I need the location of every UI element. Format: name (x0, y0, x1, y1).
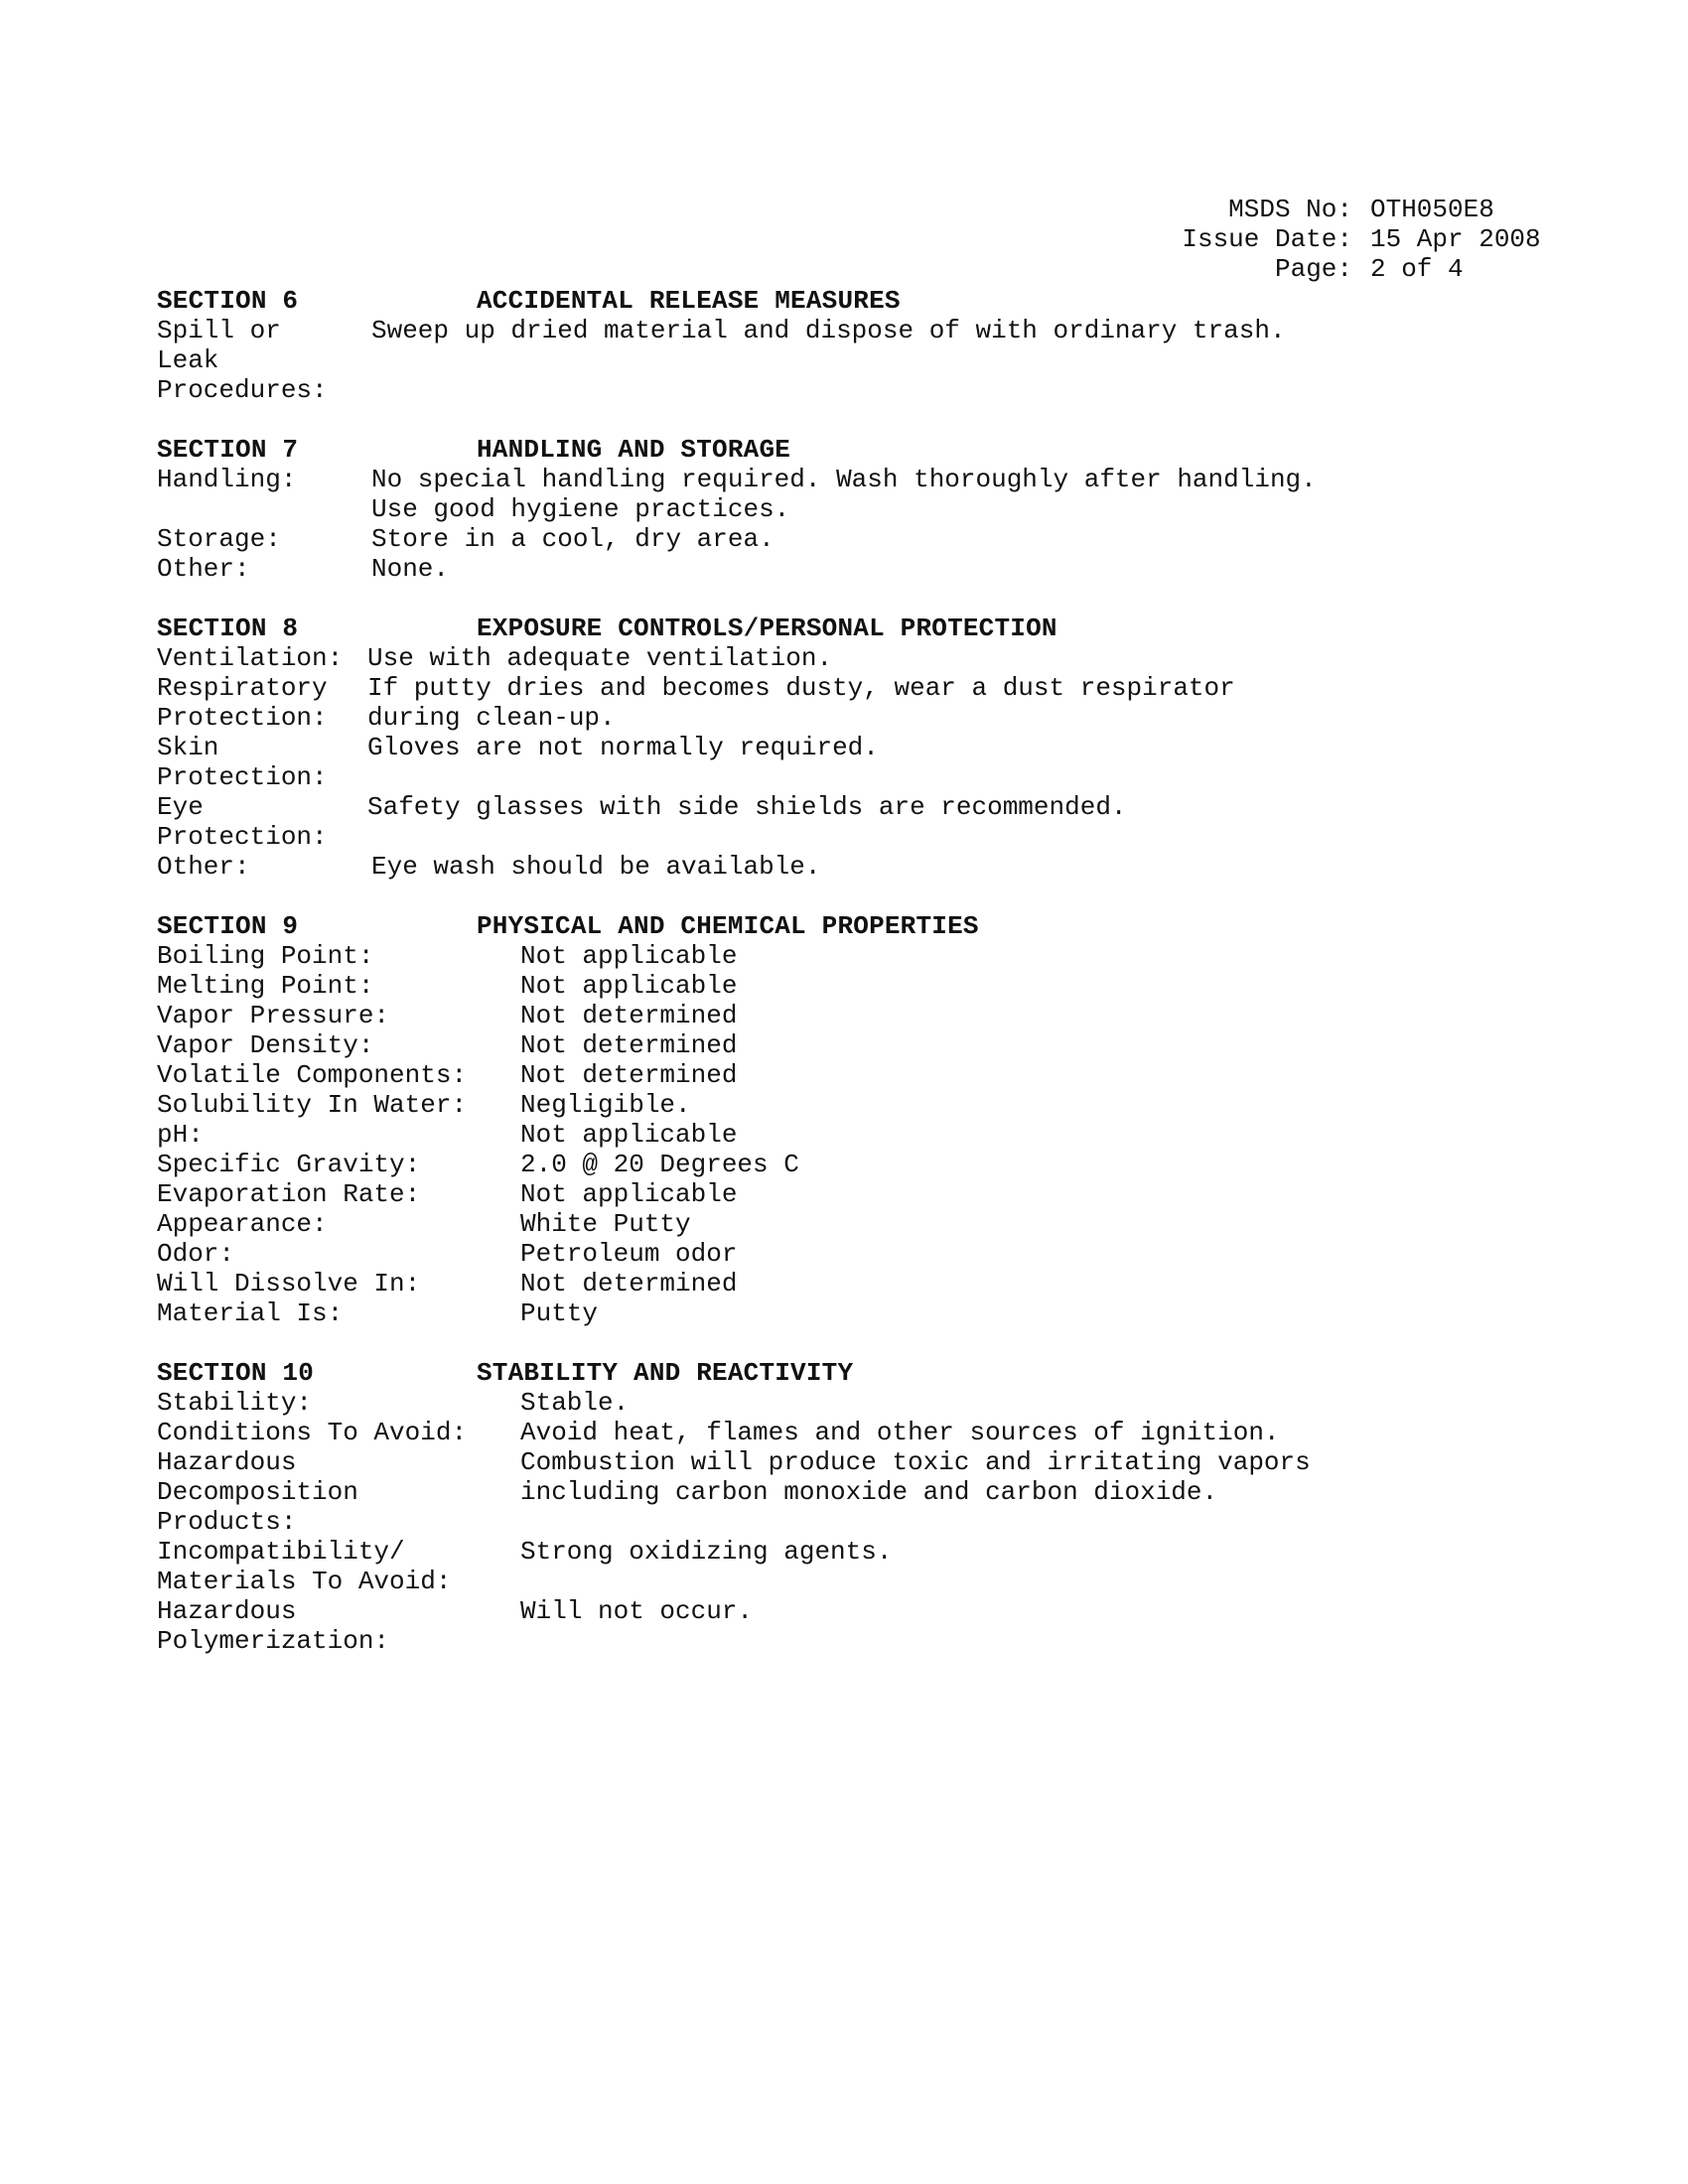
section-number: SECTION 10 (157, 1358, 315, 1388)
field-label: Other: (157, 554, 250, 584)
msds-number-value: OTH050E8 (1370, 195, 1494, 224)
document-body (157, 286, 1547, 1686)
field-row (157, 733, 1547, 792)
property-label: Material Is: (157, 1298, 344, 1328)
property-row (157, 1030, 1547, 1060)
field-label: Respiratory Protection: (157, 673, 328, 733)
section-heading (157, 911, 1547, 941)
section-number: SECTION 9 (157, 911, 299, 941)
property-label: Evaporation Rate: (157, 1179, 421, 1209)
field-label: Stability: (157, 1388, 313, 1418)
field-label: Hazardous Decomposition Products: (157, 1447, 358, 1537)
property-value: Not applicable (520, 941, 738, 971)
property-row (157, 1179, 1547, 1209)
field-label: Hazardous Polymerization: (157, 1596, 390, 1656)
document-header (1092, 195, 1559, 284)
property-value: 2.0 @ 20 Degrees C (520, 1150, 799, 1179)
property-value: Not applicable (520, 971, 738, 1001)
property-label: Solubility In Water: (157, 1090, 468, 1120)
section-title: HANDLING AND STORAGE (477, 435, 791, 465)
property-row (157, 1001, 1547, 1030)
property-row (157, 1209, 1547, 1239)
property-label: Appearance: (157, 1209, 328, 1239)
field-label: Incompatibility/ Materials To Avoid: (157, 1537, 452, 1596)
section-9 (157, 911, 1547, 1328)
field-value: Sweep up dried material and dispose of with ordinary trash. (371, 316, 1286, 345)
property-value: Not applicable (520, 1120, 738, 1150)
field-value: Stable. (520, 1388, 630, 1418)
property-value: Not determined (520, 1030, 738, 1060)
field-value: Safety glasses with side shields are recommended. (367, 792, 1127, 822)
field-row (157, 524, 1547, 554)
property-value: Putty (520, 1298, 599, 1328)
field-row (157, 852, 1547, 882)
field-value: Strong oxidizing agents. (520, 1537, 893, 1567)
issue-date-row (1092, 224, 1559, 254)
field-label: Handling: (157, 465, 297, 494)
field-value: Store in a cool, dry area. (371, 524, 774, 554)
field-label: Other: (157, 852, 250, 882)
property-value: Not determined (520, 1001, 738, 1030)
page-number-row (1092, 254, 1559, 284)
section-heading (157, 614, 1547, 643)
property-label: Vapor Pressure: (157, 1001, 390, 1030)
page-number-value: 2 of 4 (1370, 254, 1464, 284)
section-8 (157, 614, 1547, 882)
field-row (157, 792, 1547, 852)
property-label: Specific Gravity: (157, 1150, 421, 1179)
issue-date-label: Issue Date: (1182, 224, 1352, 254)
property-value: Negligible. (520, 1090, 691, 1120)
property-label: Volatile Components: (157, 1060, 468, 1090)
page-number-label: Page: (1274, 254, 1352, 284)
section-7 (157, 435, 1547, 584)
field-value: Use with adequate ventilation. (367, 643, 833, 673)
field-value: Combustion will produce toxic and irritating vapors including carbon monoxide and carbon dioxide. (520, 1447, 1311, 1507)
property-value: White Putty (520, 1209, 691, 1239)
section-6 (157, 286, 1547, 405)
section-title: ACCIDENTAL RELEASE MEASURES (477, 286, 901, 316)
msds-number-row (1092, 195, 1559, 224)
field-label: Eye Protection: (157, 792, 328, 852)
property-row (157, 1239, 1547, 1269)
field-row (157, 465, 1547, 524)
msds-number-label: MSDS No: (1228, 195, 1352, 224)
property-row (157, 971, 1547, 1001)
issue-date-value: 15 Apr 2008 (1370, 224, 1541, 254)
section-heading (157, 286, 1547, 316)
section-10 (157, 1358, 1547, 1656)
property-label: Vapor Density: (157, 1030, 374, 1060)
property-row (157, 1090, 1547, 1120)
field-row (157, 1388, 1547, 1418)
property-label: Odor: (157, 1239, 235, 1269)
field-row (157, 554, 1547, 584)
field-label: Ventilation: (157, 643, 344, 673)
field-value: Avoid heat, flames and other sources of ignition. (520, 1418, 1280, 1447)
section-heading (157, 435, 1547, 465)
field-row (157, 1596, 1547, 1656)
field-row (157, 1447, 1547, 1537)
field-label: Conditions To Avoid: (157, 1418, 468, 1447)
field-value: Gloves are not normally required. (367, 733, 879, 762)
field-label: Skin Protection: (157, 733, 328, 792)
field-value: If putty dries and becomes dusty, wear a dust respirator during clean-up. (367, 673, 1235, 733)
property-value: Not determined (520, 1269, 738, 1298)
property-row (157, 1120, 1547, 1150)
property-label: pH: (157, 1120, 204, 1150)
property-row (157, 1269, 1547, 1298)
field-row (157, 316, 1547, 405)
section-number: SECTION 7 (157, 435, 299, 465)
section-number: SECTION 8 (157, 614, 299, 643)
property-row (157, 941, 1547, 971)
property-label: Melting Point: (157, 971, 374, 1001)
field-value: Eye wash should be available. (371, 852, 821, 882)
section-title: PHYSICAL AND CHEMICAL PROPERTIES (477, 911, 979, 941)
field-value: No special handling required. Wash thoroughly after handling. Use good hygiene practices. (371, 465, 1317, 524)
property-row (157, 1150, 1547, 1179)
section-heading (157, 1358, 1547, 1388)
section-number: SECTION 6 (157, 286, 299, 316)
section-title: STABILITY AND REACTIVITY (477, 1358, 854, 1388)
section-title: EXPOSURE CONTROLS/PERSONAL PROTECTION (477, 614, 1057, 643)
field-row (157, 1537, 1547, 1596)
field-value: Will not occur. (520, 1596, 754, 1626)
property-label: Will Dissolve In: (157, 1269, 421, 1298)
field-row (157, 643, 1547, 673)
property-row (157, 1060, 1547, 1090)
property-row (157, 1298, 1547, 1328)
field-label: Storage: (157, 524, 281, 554)
field-label: Spill or Leak Procedures: (157, 316, 328, 405)
field-value: None. (371, 554, 450, 584)
property-value: Not applicable (520, 1179, 738, 1209)
property-value: Petroleum odor (520, 1239, 738, 1269)
property-label: Boiling Point: (157, 941, 374, 971)
field-row (157, 673, 1547, 733)
field-row (157, 1418, 1547, 1447)
property-value: Not determined (520, 1060, 738, 1090)
